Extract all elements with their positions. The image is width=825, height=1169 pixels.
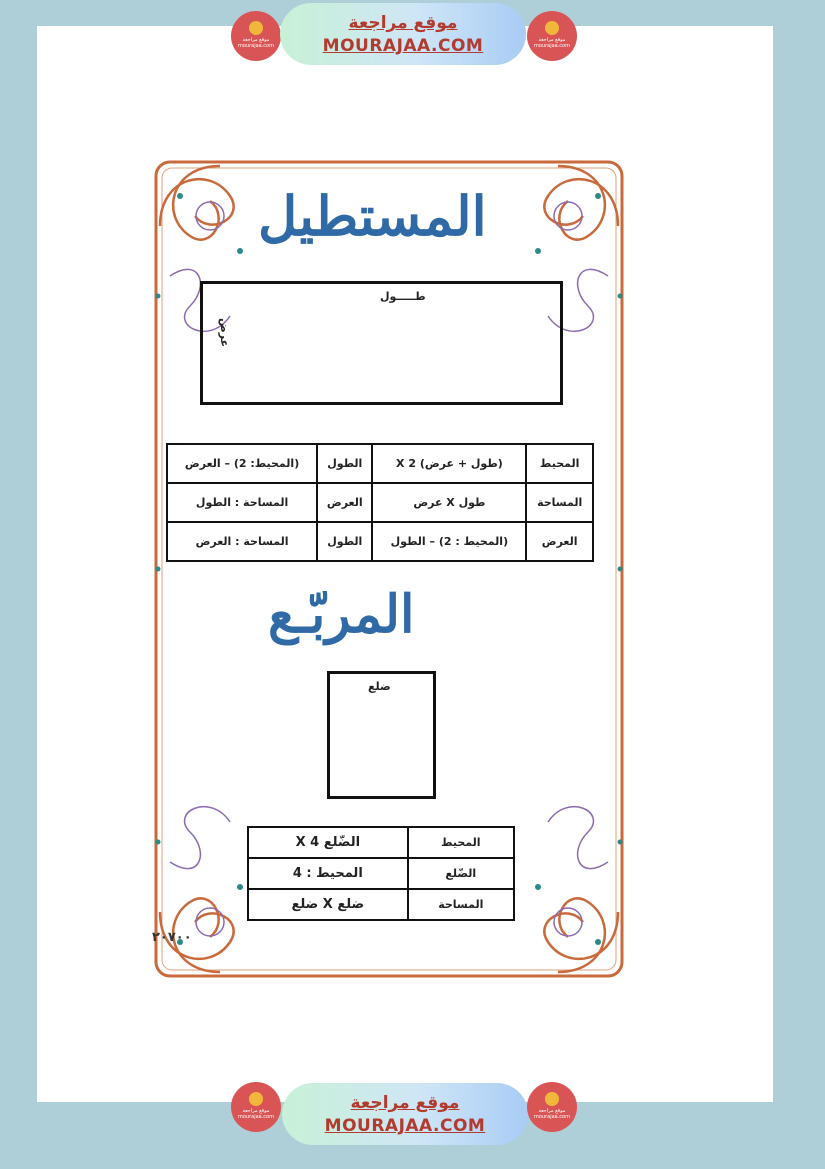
table-row bbox=[248, 889, 514, 920]
site-banner-bottom[interactable] bbox=[282, 1083, 528, 1145]
table-cell: طول X عرض bbox=[372, 483, 526, 522]
table-cell: المحيط : 4 bbox=[248, 858, 408, 889]
logo-icon bbox=[545, 21, 559, 35]
site-logo-left-top: موقع مراجعة mourajaa.com bbox=[231, 11, 281, 61]
square-side-label: ضلع bbox=[368, 680, 391, 693]
banner-latin-text[interactable]: MOURAJAA.COM bbox=[322, 36, 484, 56]
table-cell: (المحيط : 2) – الطول bbox=[372, 522, 526, 561]
site-logo-right-bottom: موقع مراجعة mourajaa.com bbox=[527, 1082, 577, 1132]
banner-arabic-text[interactable]: موقع مراجعة bbox=[348, 13, 458, 33]
banner-arabic-text[interactable]: موقع مراجعة bbox=[350, 1093, 460, 1113]
table-cell: العرض bbox=[317, 483, 372, 522]
rectangle-width-label: عرض bbox=[218, 318, 231, 348]
square-formula-table bbox=[247, 826, 515, 921]
table-cell: المساحة : الطول bbox=[167, 483, 317, 522]
table-row bbox=[167, 483, 593, 522]
table-cell: ضلع X ضلع bbox=[248, 889, 408, 920]
rectangle-title: المستطيل bbox=[258, 184, 487, 248]
page-number: ٢٠٧٠٠ bbox=[152, 930, 192, 945]
table-cell: المساحة bbox=[408, 889, 514, 920]
table-cell: المساحة bbox=[526, 483, 593, 522]
logo-icon bbox=[545, 1092, 559, 1106]
table-cell: (المحيط: 2) – العرض bbox=[167, 444, 317, 483]
table-cell: العرض bbox=[526, 522, 593, 561]
banner-latin-text[interactable]: MOURAJAA.COM bbox=[324, 1116, 486, 1136]
table-row bbox=[167, 522, 593, 561]
site-logo-left-bottom: موقع مراجعة mourajaa.com bbox=[231, 1082, 281, 1132]
table-cell: المحيط bbox=[526, 444, 593, 483]
table-cell: الضّلع X 4 bbox=[248, 827, 408, 858]
table-cell: المساحة : العرض bbox=[167, 522, 317, 561]
logo-icon bbox=[249, 1092, 263, 1106]
site-banner-top[interactable] bbox=[280, 3, 526, 65]
square-title: المربّـع bbox=[268, 584, 415, 645]
table-row bbox=[167, 444, 593, 483]
table-cell: الطول bbox=[317, 444, 372, 483]
table-row bbox=[248, 827, 514, 858]
table-cell: (طول + عرض) X 2 bbox=[372, 444, 526, 483]
rectangle-length-label: طـــــول bbox=[380, 290, 426, 303]
site-logo-right-top: موقع مراجعة mourajaa.com bbox=[527, 11, 577, 61]
table-cell: الضّلع bbox=[408, 858, 514, 889]
table-cell: الطول bbox=[317, 522, 372, 561]
table-row bbox=[248, 858, 514, 889]
table-cell: المحيط bbox=[408, 827, 514, 858]
rectangle-formula-table bbox=[166, 443, 594, 562]
logo-icon bbox=[249, 21, 263, 35]
